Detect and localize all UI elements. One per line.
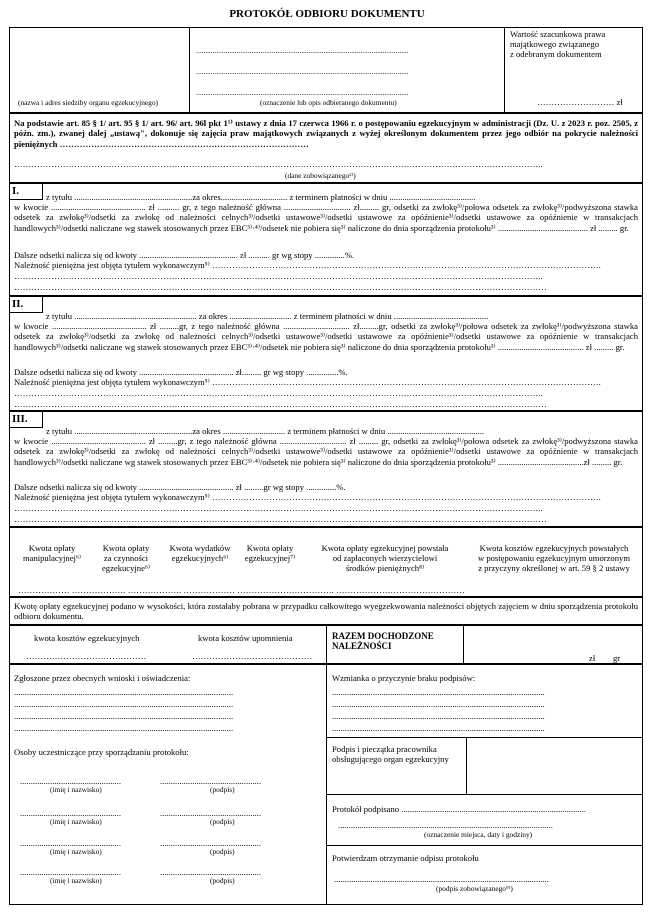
section-2-number: II.	[9, 296, 43, 313]
total-zl: zł	[589, 653, 596, 663]
sign-label: (podpis)	[210, 847, 235, 856]
organ-label: (nazwa i adres siedziby organu egzekucyjnego)	[18, 98, 159, 107]
section-1-dots-1[interactable]: …………………………………………………………………………………………………………………………………………………………………..	[14, 271, 543, 281]
participant-4-name-field[interactable]: ...............................................	[20, 867, 121, 877]
requests-dots-3[interactable]: ......................................................................................................	[14, 711, 234, 721]
requests-dots-2[interactable]: ......................................................................................................	[14, 699, 234, 709]
value-label-1: Wartość szacunkowa prawa	[510, 29, 606, 39]
section-3-line1[interactable]: z tytułu .......................................................za okres ............................. z terminem płatności w dniu .............................................	[46, 426, 485, 436]
section-3-number: III.	[9, 411, 43, 428]
costs-field[interactable]: ……………………………………	[26, 651, 147, 661]
no-sign-dots-4[interactable]: ...................................................................................................	[332, 723, 545, 733]
requests-dots-4[interactable]: ......................................................................................................	[14, 723, 234, 733]
doc-label: (oznaczenie lub opis odbieranego dokumentu)	[260, 98, 397, 107]
fees-dots[interactable]: ……………… ………………. ………………. ……………… ……………………………. ………………………………………	[18, 585, 465, 595]
name-label: (imię i nazwisko)	[50, 817, 102, 826]
section-1-line1[interactable]: z tytułu .......................................................za okres............................... z terminem płatności w dniu ........................................	[46, 192, 476, 202]
doc-dots-2[interactable]: ...................................................................................................................	[196, 67, 409, 76]
no-sign-dots-2[interactable]: ...................................................................................................	[332, 699, 545, 709]
fee-manipulation: Kwota opłaty manipulacyjnej⁶⁾	[22, 543, 82, 563]
intro-dots[interactable]: …………………………………………………………………………………………………………………………………………………………………..	[14, 159, 543, 169]
section-2-title-line[interactable]: Należność pieniężna jest objęta tytułem wykonawczym⁵⁾ ……………………………………………………………………………………………………………………….	[14, 377, 601, 387]
participant-2-name-field[interactable]: ...............................................	[20, 808, 121, 818]
worker-sign-label-1: Podpis i pieczątka pracownika	[332, 744, 437, 754]
fee-discontinued: Kwota kosztów egzekucyjnych powstałych w postępowaniu egzekucyjnym umorzonym z przyczyny określonej w art. 59 § 2 ustawy	[477, 543, 631, 573]
section-3-interest[interactable]: Dalsze odsetki nalicza się od kwoty ............................................ zł .........gr wg stopy ..............%.	[14, 482, 346, 492]
participant-1-sign-field[interactable]: ...............................................	[160, 776, 261, 786]
intro-text: Na podstawie art. 85 § 1/ art. 95 § 1/ art. 96/ art. 96l pkt 1¹⁾ ustawy z dnia 17 czerwca 1966 r. o postępowaniu egzekucyjnym w administracji (Dz. U. z 2023 r. poz. 2505, z późn. zm.), zwanej dalej „ustawą", dokonuje się zajęcia praw majątkowych związanych z wyżej określonym dokumentem przez jego odbiór na pokrycie należności pieniężnych ……………………………………………………………………………	[14, 118, 638, 149]
sign-label: (podpis)	[210, 876, 235, 885]
section-3-dots-2[interactable]: ……………………………………………………………………………………………………………………………………………………………………	[14, 514, 547, 524]
signed-label: (oznaczenie miejsca, daty i godziny)	[424, 830, 533, 839]
value-field[interactable]: ……………………… zł	[537, 97, 623, 107]
section-3-body: w kwocie ............................................ zł .........gr, z tego należność główna ............................... zł ......... gr, odsetki za zwłokę³⁾/połowa odsetek za zwłokę³⁾/podwyższona stawka odsetek za zwłokę³⁾/odsetki za zwłokę od należności celnych³⁾/odsetki ustawowe³⁾/odsetki ustawowe za opóźnienie³⁾/odsetki ustawowe za opóźnienie w transakcjach handlowych³⁾/odsetki naliczane wg stawek stosowanych przez EBC³⁾·⁴⁾/odsetek nie pobiera się³⁾ naliczone do dnia sporządzenia protokołu³⁾ ........................................zł ......... gr.	[14, 436, 638, 467]
value-label-2: majątkowego związanego	[510, 39, 600, 49]
total-label-1: RAZEM DOCHODZONE	[332, 631, 434, 641]
requests-label: Zgłoszone przez obecnych wnioski i oświadczenia:	[14, 673, 191, 683]
page-title: PROTOKÓŁ ODBIORU DOKUMENTU	[229, 8, 425, 20]
sign-label: (podpis)	[210, 785, 235, 794]
participant-3-name-field[interactable]: ...............................................	[20, 838, 121, 848]
costs-label: kwota kosztów egzekucyjnych	[34, 633, 140, 643]
participant-1-name-field[interactable]: ...............................................	[20, 776, 121, 786]
fee-expenses: Kwota wydatków egzekucyjnych⁶⁾	[169, 543, 231, 563]
total-gr: gr	[613, 653, 621, 663]
sign-label: (podpis)	[210, 817, 235, 826]
section-2-body: w kwocie ............................................ zł .........gr, z tego należność główna ............................... zł.........gr, odsetki za zwłokę³⁾/połowa odsetek za zwłokę³⁾/podwyższona stawka odsetek za zwłokę³⁾/odsetki za zwłokę od należności celnych³⁾/odsetki ustawowe³⁾/odsetki ustawowe za opóźnienie³⁾/odsetki ustawowe za opóźnienie w transakcjach handlowych³⁾/odsetki naliczane wg stawek stosowanych przez EBC³⁾·⁴⁾/odsetek nie pobiera się³⁾ naliczone do dnia sporządzenia protokołu³⁾ ........................................ zł ......... gr.	[14, 321, 638, 352]
fee-actions: Kwota opłaty za czynności egzekucyjne⁶⁾	[101, 543, 151, 573]
requests-dots-1[interactable]: ......................................................................................................	[14, 687, 234, 697]
reminder-label: kwota kosztów upomnienia	[198, 633, 293, 643]
participant-4-sign-field[interactable]: ...............................................	[160, 867, 261, 877]
section-3-dots-1[interactable]: …………………………………………………………………………………………………………………………………………………………………..	[14, 503, 543, 513]
fee-note: Kwotę opłaty egzekucyjnej podano w wysokości, która zostałaby pobrana w przypadku całkowitego wyegzekwowania należności objętych zajęciem w dniu sporządzenia protokołu odbioru dokumentu.	[14, 601, 638, 622]
no-sign-dots-1[interactable]: ...................................................................................................	[332, 687, 545, 697]
participants-label: Osoby uczestniczące przy sporządzaniu protokołu:	[14, 747, 189, 757]
name-label: (imię i nazwisko)	[50, 847, 102, 856]
total-label-2: NALEŻNOŚCI	[332, 641, 392, 651]
section-2-line1[interactable]: z tytułu ......................................................... za okres ............................. z terminem płatności w dniu ............................................	[46, 311, 489, 321]
signed-at[interactable]: Protokół podpisano ......................................................................................	[332, 804, 586, 814]
no-sign-label: Wzmianka o przyczynie braku podpisów:	[332, 673, 476, 683]
section-1-dots-2[interactable]: ……………………………………………………………………………………………………………………………………………………………………	[14, 282, 547, 292]
value-label-3: z odebranym dokumentem	[510, 49, 602, 59]
doc-dots-1[interactable]: ...................................................................................................................	[196, 46, 409, 55]
section-1-number: I.	[9, 183, 43, 200]
doc-dots-3[interactable]: ...................................................................................................................	[196, 88, 409, 97]
participant-3-sign-field[interactable]: ...............................................	[160, 838, 261, 848]
reminder-field[interactable]: ……………………………………	[192, 651, 313, 661]
confirm-dots[interactable]: ....................................................................................................	[334, 874, 549, 884]
section-1-title-line[interactable]: Należność pieniężna jest objęta tytułem wykonawczym⁵⁾ ……………………………………………………………………………………………………………………….	[14, 260, 601, 270]
participant-2-sign-field[interactable]: ...............................................	[160, 808, 261, 818]
section-3-title-line[interactable]: Należność pieniężna jest objęta tytułem wykonawczym⁵⁾ ……………………………………………………………………………………………………………………….	[14, 492, 601, 502]
section-2-interest[interactable]: Dalsze odsetki nalicza się od kwoty ............................................ zł......... gr wg stopy ...............%.	[14, 367, 348, 377]
section-1-body: w kwocie ............................................ zł .......... gr, z tego należność główna ............................... zł......... gr, odsetki za zwłokę³⁾/połowa odsetek za zwłokę³⁾/podwyższona stawka odsetek za zwłokę³⁾/odsetki za zwłokę od należności celnych³⁾/odsetki ustawowe³⁾/odsetki ustawowe za opóźnienie³⁾/odsetki ustawowe za opóźnienie w transakcjach handlowych³⁾/odsetki naliczane wg stawek stosowanych przez EBC³⁾·⁴⁾/odsetek nie pobiera się³⁾ naliczone do dnia sporządzenia protokołu³⁾ .......................................... zł ......... gr.	[14, 202, 638, 233]
section-1-interest[interactable]: Dalsze odsetki nalicza się od kwoty .............................................. zł .......... gr wg stopy ..............%.	[14, 250, 355, 260]
name-label: (imię i nazwisko)	[50, 785, 102, 794]
no-sign-dots-3[interactable]: ...................................................................................................	[332, 711, 545, 721]
section-2-dots-1[interactable]: …………………………………………………………………………………………………………………………………………………………………..	[14, 388, 543, 398]
fee-enforcement: Kwota opłaty egzekucyjnej⁷⁾	[244, 543, 296, 563]
fee-paid: Kwota opłaty egzekucyjnej powstała od zapłaconych wierzycielowi środków pieniężnych⁸⁾	[321, 543, 449, 573]
name-label: (imię i nazwisko)	[50, 876, 102, 885]
worker-sign-label-2: obsługującego organ egzekucyjny	[332, 754, 449, 764]
signed-dots[interactable]: ....................................................................................................	[338, 820, 553, 830]
intro-label: (dane zobowiązanego²⁾)	[285, 171, 356, 180]
section-2-dots-2[interactable]: ……………………………………………………………………………………………………………………………………………………………………	[14, 399, 547, 409]
confirm-label: Potwierdzam otrzymanie odpisu protokołu	[332, 853, 479, 863]
confirm-sign-label: (podpis zobowiązanego⁹⁾)	[436, 884, 513, 893]
